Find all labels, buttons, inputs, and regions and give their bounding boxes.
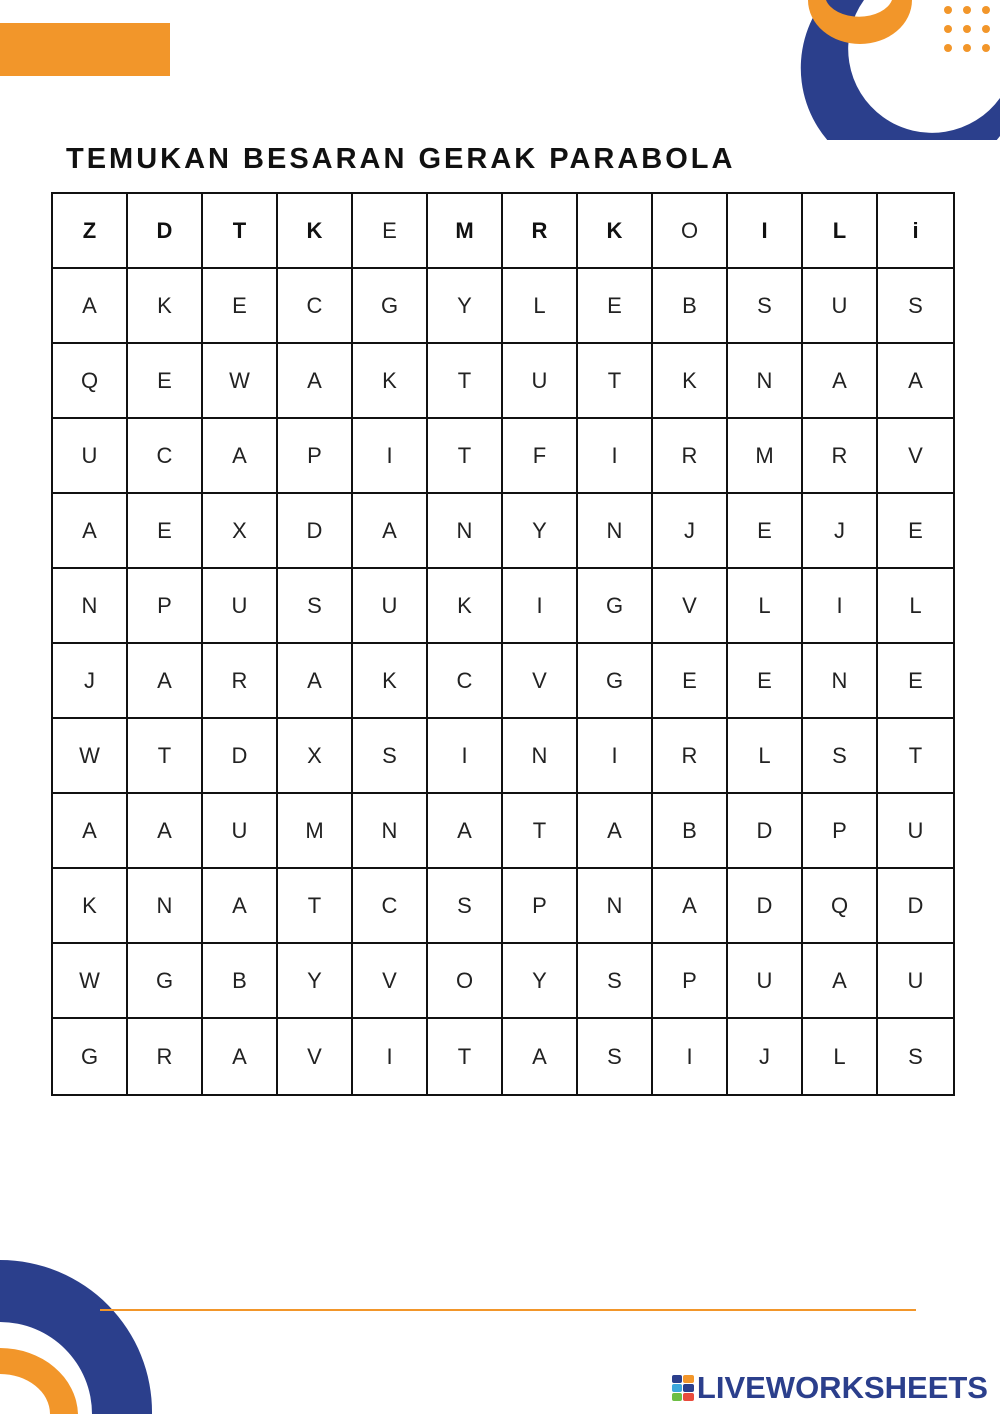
grid-cell[interactable]: G (578, 644, 653, 719)
navy-arc-shape (0, 1260, 152, 1414)
grid-cell[interactable]: A (353, 494, 428, 569)
grid-cell[interactable]: E (728, 644, 803, 719)
grid-cell[interactable]: K (353, 644, 428, 719)
grid-cell[interactable]: D (203, 719, 278, 794)
grid-cell[interactable]: T (128, 719, 203, 794)
grid-cell[interactable]: K (428, 569, 503, 644)
grid-cell[interactable]: I (353, 419, 428, 494)
grid-cell[interactable]: A (203, 869, 278, 944)
grid-cell[interactable]: T (428, 419, 503, 494)
grid-cell[interactable]: A (653, 869, 728, 944)
grid-cell[interactable]: S (353, 719, 428, 794)
grid-cell[interactable]: P (653, 944, 728, 1019)
grid-cell[interactable]: N (128, 869, 203, 944)
grid-cell[interactable]: V (653, 569, 728, 644)
grid-cell[interactable]: R (653, 419, 728, 494)
grid-cell[interactable]: D (278, 494, 353, 569)
grid-cell[interactable]: I (503, 569, 578, 644)
grid-cell[interactable]: S (878, 269, 953, 344)
grid-cell[interactable]: Y (278, 944, 353, 1019)
grid-cell[interactable]: A (53, 794, 128, 869)
grid-cell[interactable]: R (803, 419, 878, 494)
grid-cell[interactable]: S (908, 1043, 923, 1069)
grid-cell[interactable]: V (503, 644, 578, 719)
grid-cell[interactable]: E (578, 269, 653, 344)
grid-cell[interactable]: V (878, 419, 953, 494)
grid-cell[interactable]: Q (53, 344, 128, 419)
grid-cell[interactable]: T (278, 869, 353, 944)
grid-cell[interactable]: N (578, 494, 653, 569)
grid-cell[interactable]: W (53, 944, 128, 1019)
grid-cell[interactable]: N (728, 344, 803, 419)
grid-cell[interactable]: E (878, 644, 953, 719)
grid-cell[interactable]: A (878, 344, 953, 419)
grid-cell[interactable]: M (728, 419, 803, 494)
grid-cell[interactable]: E (878, 494, 953, 569)
grid-cell[interactable]: E (128, 494, 203, 569)
grid-cell[interactable]: J (728, 1019, 803, 1094)
grid-cell[interactable]: U (203, 569, 278, 644)
grid-cell[interactable]: L (803, 194, 878, 269)
grid-cell[interactable]: O (653, 194, 728, 269)
grid-cell[interactable]: W (203, 344, 278, 419)
grid-cell[interactable]: S (278, 569, 353, 644)
grid-cell[interactable]: T (503, 794, 578, 869)
grid-cell[interactable]: G (578, 569, 653, 644)
brand-name: LIVEWORKSHEETS (696, 1370, 988, 1405)
grid-cell[interactable]: C (128, 419, 203, 494)
grid-cell[interactable]: A (203, 1019, 278, 1094)
grid-cell[interactable]: R (653, 719, 728, 794)
grid-cell[interactable]: L (878, 569, 953, 644)
grid-cell[interactable]: G (353, 269, 428, 344)
grid-cell[interactable]: Y (503, 944, 578, 1019)
grid-cell[interactable]: X (203, 494, 278, 569)
grid-cell[interactable]: S (803, 719, 878, 794)
grid-cell[interactable]: U (878, 794, 953, 869)
grid-cell[interactable]: I (578, 719, 653, 794)
footer-divider (100, 1309, 916, 1311)
grid-cell[interactable]: P (803, 794, 878, 869)
grid-cell[interactable]: K (353, 344, 428, 419)
grid-cell[interactable]: C (428, 644, 503, 719)
grid-cell[interactable]: B (203, 944, 278, 1019)
grid-cell[interactable]: Y (428, 269, 503, 344)
grid-cell[interactable]: L (728, 719, 803, 794)
grid-cell[interactable]: E (353, 194, 428, 269)
grid-cell[interactable]: A (53, 269, 128, 344)
grid-cell[interactable]: B (653, 794, 728, 869)
grid-cell[interactable]: A (428, 794, 503, 869)
grid-cell[interactable]: O (428, 944, 503, 1019)
grid-cell[interactable]: S (728, 269, 803, 344)
grid-cell[interactable]: F (503, 419, 578, 494)
grid-cell[interactable]: B (653, 269, 728, 344)
bottom-left-circle-decoration (0, 1260, 160, 1414)
grid-cell[interactable]: K (653, 344, 728, 419)
grid-cell[interactable]: A (203, 419, 278, 494)
grid-cell[interactable]: T (428, 1019, 503, 1094)
grid-cell[interactable]: N (503, 719, 578, 794)
grid-cell[interactable]: A (128, 794, 203, 869)
grid-cell[interactable]: K (578, 194, 653, 269)
grid-cell[interactable]: C (353, 869, 428, 944)
grid-cell[interactable]: C (278, 269, 353, 344)
grid-cell[interactable]: D (728, 794, 803, 869)
grid-cell[interactable]: A (578, 794, 653, 869)
grid-cell[interactable]: U (878, 944, 953, 1019)
grid-cell[interactable]: A (128, 644, 203, 719)
grid-cell[interactable]: i (878, 194, 953, 269)
grid-cell[interactable]: Y (503, 494, 578, 569)
grid-cell[interactable]: I (653, 1019, 728, 1094)
grid-cell[interactable]: I (728, 194, 803, 269)
grid-cell[interactable]: N (578, 869, 653, 944)
grid-cell[interactable]: R (128, 1019, 203, 1094)
grid-cell[interactable]: J (653, 494, 728, 569)
grid-cell[interactable]: T (428, 344, 503, 419)
grid-cell[interactable]: N (428, 494, 503, 569)
grid-cell[interactable]: P (503, 869, 578, 944)
grid-cell[interactable]: G (53, 1019, 128, 1094)
top-right-circle-decoration (790, 0, 1000, 140)
grid-cell[interactable]: S (578, 944, 653, 1019)
liveworksheets-logo-icon (672, 1375, 694, 1401)
grid-cell[interactable]: G (128, 944, 203, 1019)
grid-cell[interactable]: K (278, 194, 353, 269)
grid-cell[interactable]: M (428, 194, 503, 269)
grid-cell[interactable]: S (428, 869, 503, 944)
grid-cell[interactable]: I (578, 419, 653, 494)
word-search-grid (51, 192, 955, 1096)
grid-cell[interactable]: U (53, 419, 128, 494)
orange-arc-shape (0, 1348, 78, 1414)
grid-cell[interactable]: L (503, 269, 578, 344)
grid-cell[interactable]: A (803, 344, 878, 419)
dots-pattern-icon (944, 6, 990, 52)
grid-cell[interactable]: A (278, 644, 353, 719)
grid-cell[interactable]: U (203, 794, 278, 869)
grid-cell[interactable]: A (53, 494, 128, 569)
grid-cell[interactable]: K (53, 869, 128, 944)
grid-cell[interactable]: K (128, 269, 203, 344)
grid-cell[interactable]: V (353, 944, 428, 1019)
grid-cell[interactable]: U (803, 269, 878, 344)
grid-cell[interactable]: A (278, 344, 353, 419)
grid-cell[interactable]: S (578, 1019, 653, 1094)
grid-cell[interactable]: R (503, 194, 578, 269)
grid-cell[interactable]: E (728, 494, 803, 569)
grid-cell[interactable]: D (128, 194, 203, 269)
grid-cell[interactable]: D (728, 869, 803, 944)
grid-cell[interactable]: A (803, 944, 878, 1019)
grid-cell[interactable]: W (53, 719, 128, 794)
grid-cell[interactable]: R (203, 644, 278, 719)
liveworksheets-logo[interactable] (672, 1368, 988, 1408)
grid-cell[interactable]: Z (53, 194, 128, 269)
grid-cell[interactable]: N (53, 569, 128, 644)
grid-cell[interactable]: N (803, 644, 878, 719)
grid-cell[interactable]: A (503, 1019, 578, 1094)
grid-cell[interactable]: E (653, 644, 728, 719)
grid-cell[interactable]: T (878, 719, 953, 794)
grid-cell[interactable]: Q (803, 869, 878, 944)
grid-cell[interactable]: L (728, 569, 803, 644)
grid-cell[interactable]: E (203, 269, 278, 344)
grid-cell[interactable]: I (353, 1019, 428, 1094)
grid-cell[interactable]: J (803, 494, 878, 569)
grid-cell[interactable]: U (728, 944, 803, 1019)
grid-cell[interactable]: T (203, 194, 278, 269)
grid-cell[interactable]: I (428, 719, 503, 794)
grid-cell[interactable]: P (128, 569, 203, 644)
grid-cell[interactable]: E (128, 344, 203, 419)
grid-cell[interactable]: I (803, 569, 878, 644)
grid-cell[interactable]: M (278, 794, 353, 869)
grid-cell[interactable]: U (503, 344, 578, 419)
orange-accent-bar (0, 23, 170, 76)
grid-cell[interactable]: X (278, 719, 353, 794)
grid-cell[interactable]: T (578, 344, 653, 419)
grid-cell[interactable]: J (53, 644, 128, 719)
grid-cell[interactable]: L (803, 1019, 878, 1094)
grid-cell[interactable]: N (353, 794, 428, 869)
grid-cell[interactable]: V (278, 1019, 353, 1094)
grid-cell[interactable]: D (878, 869, 953, 944)
page-title: TEMUKAN BESARAN GERAK PARABOLA (66, 143, 736, 175)
grid-cell[interactable]: P (278, 419, 353, 494)
grid-cell[interactable]: U (353, 569, 428, 644)
